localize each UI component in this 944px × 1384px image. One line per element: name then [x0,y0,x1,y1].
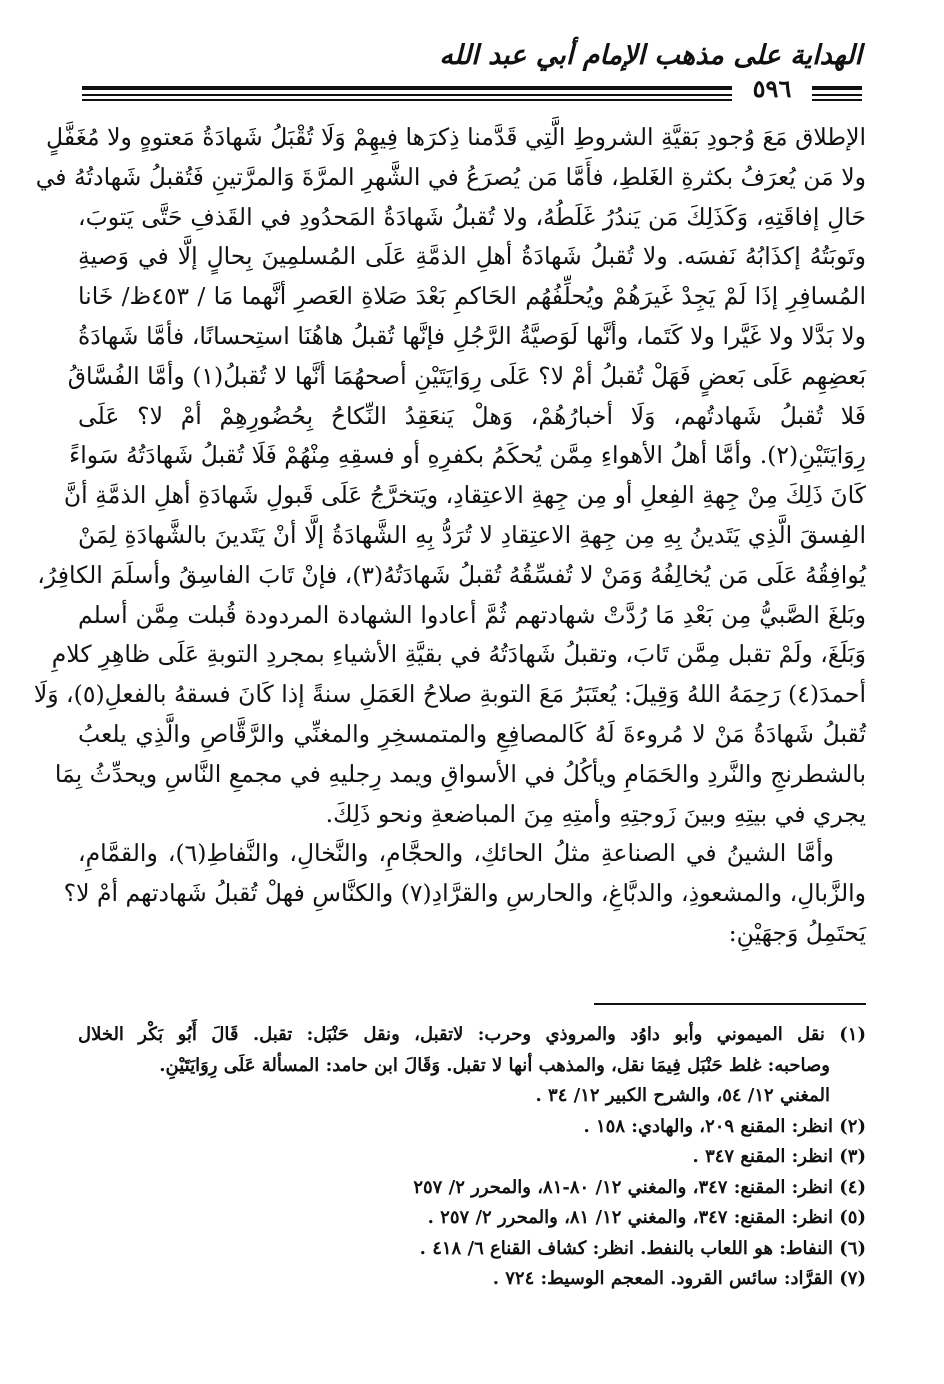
body-line: رِوَايَتَيْنِ(٢). وأمَّا أهلُ الأهواءِ مِمَّن يُحكَمُ بكفرِهِ أو فسقِهِ مِنْهُمْ فَلَا تُقبلُ شَهادَتُهُ سَواءً [69,441,866,470]
body-line: المُسافِرِ إذَا لَمْ يَجِدْ غَيرَهُمْ ويُحلِّفُهُم الحَاكمِ بَعْدَ صَلاةِ العَصرِ أنَّهما مَا / ٤٥٣ظ/ خَانا [78,282,866,311]
body-line: يجري في بيتِهِ وبينَ زَوجتِهِ وأمتِهِ مِنَ المباضعةِ ونحو ذَلِكَ. [325,799,866,828]
footnote-line: (٦) النفاط: هو اللعاب بالنفط. انظر: كشاف القناع ٦/ ٤١٨ . [419,1237,866,1259]
running-header [82,36,862,108]
footnotes [78,1020,866,1295]
body-line: ولا بَدَّلا ولا غَيَّرا ولا كَتَما، وأنَّها لَوَصيَّةُ الرَّجُلِ فإنَّها تُقبلُ هاهُنَا استِحسانًا، فأمَّا شَهادَةُ [78,321,866,350]
footnote-line: (٤) انظر: المقنع: ٣٤٧، والمغني ١٢/ ٨٠-٨١، والمحرر ٢/ ٢٥٧ [413,1176,866,1198]
footnote-line: وصاحبه: غلط حَنْبَل فِيمَا نقل، والمذهب أنها لا تقبل. وَقَالَ ابن حامد: المسألة عَلَى رِوَايَتَيْنِ. [159,1054,830,1076]
body-line: وبَلغَ الصَّبيُّ مِن بَعْدِ مَا رُدَّتْ شهادتهم ثُمَّ أعادوا الشهادة المردودة قُبلت مِمَّن أسلم [78,600,866,629]
header-rule-right-thin-1 [812,94,862,96]
body-line: أحمدَ(٤) رَحِمَهُ اللهُ وَقِيلَ: يُعتَبَرُ مَعَ التوبةِ صلاحُ العَمَلِ سنةً إذا كَانَ فسقهُ بالفعلِ(٥)، وَلَا [33,680,866,709]
footnote-line: (٧) القرَّاد: سائس القرود. المعجم الوسيط: ٧٢٤ . [492,1268,866,1289]
body-line: ولا مَن يُعرَفُ بكثرةِ الغَلطِ، فأَمَّا مَن يُصرَعُ في الشَّهرِ المرَّةَ وَالمرَّتينِ فَتُقبلُ شَهادتُهُ في [35,162,866,191]
body-line: يَحتَمِلُ وَجهَيْنِ: [728,918,866,947]
body-line: حَالِ إفاقَتِهِ، وَكَذَلِكَ مَن يَندُرُ غَلَطُهُ، ولا تُقبلُ شَهادَةُ المَحدُودِ في القَذفِ حَتَّى يَتوبَ، [78,202,866,231]
footnote-line: (١) نقل الميموني وأبو داوُد والمروذي وحرب: لاتقبل، ونقل حَنْبَل: تقبل. قَالَ أَبُو بَكْر الخلال [78,1024,866,1045]
body-line: كَانَ ذَلِكَ مِنْ جِهةِ الفِعلِ أو مِن جِهةِ الاعتِقادِ، ويَتخرَّجُ عَلَى قَبولِ شَهادَةِ أهلِ الذمَّةِ أنَّ [63,481,866,510]
body-text [33,118,866,954]
footnote-line: (٣) انظر: المقنع ٣٤٧ . [692,1146,866,1167]
body-line: بالشطرنجِ والنَّردِ والحَمَامِ ويأكُلُ في الأسواقِ ويمد رِجليهِ في مجمعِ النَّاسِ ويحدِّثُ بِمَا [54,759,866,788]
header-rule-thick [82,86,732,90]
header-rule-thin-2 [82,99,732,101]
body-line: يُوافِقُهُ عَلَى مَن يُخالِفُهُ وَمَنْ لا تُفسِّقُهُ تُقبلُ شَهادَتُهُ(٣)، فإنْ تَابَ الفاسِقُ وأسلَمَ الكافِرُ، [37,560,866,589]
footnote-separator [594,1003,866,1005]
footnote-line: (٢) انظر: المقنع ٢٠٩، والهادي: ١٥٨ . [583,1115,866,1137]
header-rule-right-thick [812,86,862,90]
header-rule-thin-1 [82,94,732,96]
page-number: ٥٩٦ [752,74,792,103]
header-rule-right-thin-2 [812,99,862,101]
body-line: والزَّبالِ، والمشعوذِ، والدبَّاغِ، والحارسِ والقرَّادِ(٧) والكنَّاسِ فهلْ تُقبلُ شَهادتهم أمْ لا؟ [63,879,866,908]
book-title: الهداية على مذهب الإمام أبي عبد الله [439,40,862,71]
body-line: تُقبلُ شَهادَةُ مَنْ لا مُروءةَ لَهُ كَالمصافِعِ والمتمسخِرِ والمغنِّي والرَّقَّاصِ والَّذِي يلعبُ [78,719,866,748]
footnote-line: المغني ١٢/ ٥٤، والشرح الكبير ١٢/ ٣٤ . [535,1085,830,1106]
body-line: وتَوبَتُهُ إكذَابُهُ نَفسَه. ولا تُقبلُ شَهادَةُ أهلِ الذمَّةِ عَلَى المُسلمِينَ بِحالٍ إلَّا في وَصيةِ [78,242,866,271]
body-line: فَلا تُقبلُ شَهادتُهم، وَلَا أخبارُهُمْ، وَهلْ يَنعَقِدُ النِّكاحُ بِحُضُورِهِمْ أمْ لا؟ عَلَى [78,401,866,430]
footnote-line: (٥) انظر: المقنع: ٣٤٧، والمغني ١٢/ ٨١، والمحرر ٢/ ٢٥٧ . [427,1207,866,1228]
body-line: الإطلاق مَعَ وُجودِ بَقيَّةِ الشروطِ الَّتِي قَدَّمنا ذِكرَها فِيهِمْ وَلَا تُقْبَلُ شَهادَةُ مَعتوهٍ ولا مُغَفَّلٍ [46,123,866,151]
body-line: الفِسقَ الَّذِي يَتَدينُ بِهِ مِن جِهةِ الاعتِقادِ لا تُرَدُّ بِهِ الشَّهادَةُ إلَّا أنْ يَتَدينَ بالشَّهادَةِ لِمَنْ [78,520,866,549]
body-line: وَبَلَغَ، ولَمْ تقبل مِمَّن تَابَ، وتقبلُ شَهادَتُهُ في بقيَّةِ الأشياءِ بمجردِ التوبةِ عَلَى ظاهِرِ كلامِ [51,640,866,669]
body-line: وأمَّا الشينُ في الصناعةِ مثلُ الحائكِ، والحجَّامِ، والنَّخالِ، والنَّفاطِ(٦)، والقمَّامِ، [78,839,835,868]
body-line: بَعضِهِم عَلَى بَعضٍ فَهَلْ تُقبلُ أمْ لا؟ عَلَى رِوَايَتَيْنِ أصحهُمَا أنَّها لا تُقبلُ(١) وأمَّا الفُسَّاقُ [67,361,866,390]
